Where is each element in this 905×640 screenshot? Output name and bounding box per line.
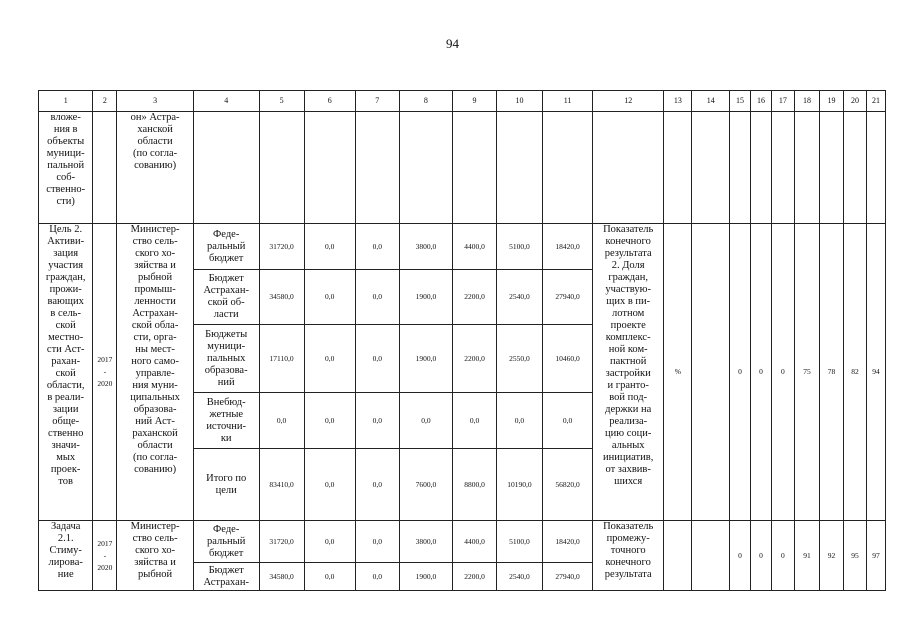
goal-indicator: Показатель конечного результата 2. Доля граждан, участвую- щих в пи- лотном проекте комплекс- ной ком- пактной застройки и гранто- вой под- держки на реализа- цию соци- альных инициатив, от захвив- шихся: [593, 224, 664, 521]
empty-cell: [664, 112, 692, 224]
funding-source: Феде- ральный бюджет: [193, 521, 259, 563]
carry-over-executor-text: он» Астра- ханской области (по согла- сованию): [117, 112, 193, 224]
funding-value: 0,0: [355, 325, 399, 393]
funding-value: 2200,0: [453, 325, 497, 393]
funding-value: 34580,0: [259, 563, 304, 591]
funding-value: 0,0: [304, 224, 355, 270]
funding-value: 10190,0: [496, 449, 542, 521]
task-period: 2017 - 2020: [93, 521, 117, 591]
funding-value: 5100,0: [496, 521, 542, 563]
funding-value: 2540,0: [496, 270, 542, 325]
funding-value: 0,0: [355, 449, 399, 521]
funding-value: 4400,0: [453, 521, 497, 563]
funding-value: 0,0: [304, 393, 355, 449]
funding-value: 17110,0: [259, 325, 304, 393]
empty-cell: [730, 112, 751, 224]
indicator-value: 75: [794, 224, 819, 521]
empty-cell: [794, 112, 819, 224]
indicator-value: 0: [730, 521, 751, 591]
column-number-1: 1: [39, 91, 93, 112]
empty-cell: [542, 112, 592, 224]
funding-value: 0,0: [304, 325, 355, 393]
funding-source: Бюджет Астрахан- ской об- ласти: [193, 270, 259, 325]
funding-value: 27940,0: [542, 563, 592, 591]
funding-value: 2200,0: [453, 563, 497, 591]
funding-value: 1900,0: [399, 563, 452, 591]
column-number-11: 11: [542, 91, 592, 112]
funding-value: 0,0: [355, 521, 399, 563]
funding-value: 0,0: [355, 224, 399, 270]
task-executor: Министер- ство сель- ского хо- зяйства и рыбной: [117, 521, 193, 591]
funding-source: Феде- ральный бюджет: [193, 224, 259, 270]
header-row: [39, 91, 886, 112]
funding-source: Бюджеты муници- пальных образова- ний: [193, 325, 259, 393]
indicator-value: 91: [794, 521, 819, 591]
empty-cell: [259, 112, 304, 224]
column-number-8: 8: [399, 91, 452, 112]
goal-row: [39, 224, 886, 270]
column-number-13: 13: [664, 91, 692, 112]
funding-value: 0,0: [304, 563, 355, 591]
indicator-value: 94: [867, 224, 886, 521]
task-name: Задача 2.1. Стиму- лирова- ние: [39, 521, 93, 591]
column-number-20: 20: [844, 91, 867, 112]
column-number-19: 19: [820, 91, 844, 112]
empty-cell: [593, 112, 664, 224]
column-number-7: 7: [355, 91, 399, 112]
column-number-18: 18: [794, 91, 819, 112]
empty-cell: [496, 112, 542, 224]
funding-value: 3800,0: [399, 521, 452, 563]
funding-value: 2200,0: [453, 270, 497, 325]
funding-value: 5100,0: [496, 224, 542, 270]
goal-executor: Министер- ство сель- ского хо- зяйства и рыбной промыш- ленности Астрахан- ской обла- сти, орга- ны мест- ного само- управле- ния муни- ципальных образова- ний Аст- раханской области (по согла- сованию): [117, 224, 193, 521]
carry-over-row: [39, 112, 886, 224]
empty-cell: [93, 112, 117, 224]
funding-source: Бюджет Астрахан-: [193, 563, 259, 591]
funding-value: 83410,0: [259, 449, 304, 521]
indicator-value: 0: [771, 521, 794, 591]
funding-value: 7600,0: [399, 449, 452, 521]
task-row: [39, 521, 886, 563]
funding-value: 10460,0: [542, 325, 592, 393]
goal-period: 2017 - 2020: [93, 224, 117, 521]
page-number: 94: [446, 36, 459, 51]
funding-value: 0,0: [399, 393, 452, 449]
indicator-value: 0: [751, 224, 772, 521]
empty-cell: [304, 112, 355, 224]
funding-value: 0,0: [355, 270, 399, 325]
goal-unit: %: [664, 224, 692, 521]
empty-cell: [820, 112, 844, 224]
task-indicator: Показатель промежу- точного конечного результата: [593, 521, 664, 591]
column-number-21: 21: [867, 91, 886, 112]
indicator-value: 95: [844, 521, 867, 591]
funding-value: 27940,0: [542, 270, 592, 325]
funding-value: 0,0: [355, 393, 399, 449]
funding-value: 0,0: [453, 393, 497, 449]
indicator-value: 0: [751, 521, 772, 591]
column-number-2: 2: [93, 91, 117, 112]
funding-value: 1900,0: [399, 270, 452, 325]
funding-value: 0,0: [259, 393, 304, 449]
funding-value: 4400,0: [453, 224, 497, 270]
funding-value: 0,0: [304, 521, 355, 563]
indicator-value: 0: [730, 224, 751, 521]
funding-value: 2550,0: [496, 325, 542, 393]
empty-cell: [751, 112, 772, 224]
column-number-10: 10: [496, 91, 542, 112]
funding-value: 56820,0: [542, 449, 592, 521]
column-number-15: 15: [730, 91, 751, 112]
column-number-4: 4: [193, 91, 259, 112]
column-number-6: 6: [304, 91, 355, 112]
funding-value: 18420,0: [542, 521, 592, 563]
indicator-value: 0: [771, 224, 794, 521]
indicator-value: [692, 521, 730, 591]
funding-value: 31720,0: [259, 521, 304, 563]
column-number-9: 9: [453, 91, 497, 112]
funding-value: 8800,0: [453, 449, 497, 521]
funding-value: 3800,0: [399, 224, 452, 270]
program-table: [38, 90, 886, 591]
empty-cell: [867, 112, 886, 224]
funding-source: Итого по цели: [193, 449, 259, 521]
funding-value: 1900,0: [399, 325, 452, 393]
funding-value: 18420,0: [542, 224, 592, 270]
column-number-5: 5: [259, 91, 304, 112]
indicator-value: 82: [844, 224, 867, 521]
goal-name: Цель 2. Активи- зация участия граждан, прожи- вающих в сель- ской местно- сти Аст- рахан- ской области, в реали- зации обще- ственно значи- мых проек- тов: [39, 224, 93, 521]
indicator-value: 92: [820, 521, 844, 591]
indicator-value: [692, 224, 730, 521]
empty-cell: [399, 112, 452, 224]
column-number-16: 16: [751, 91, 772, 112]
funding-value: 0,0: [542, 393, 592, 449]
empty-cell: [193, 112, 259, 224]
empty-cell: [692, 112, 730, 224]
funding-source: Внебюд- жетные источни- ки: [193, 393, 259, 449]
indicator-value: 97: [867, 521, 886, 591]
column-number-3: 3: [117, 91, 193, 112]
indicator-value: 78: [820, 224, 844, 521]
carry-over-goal-text: вложе- ния в объекты муници- пальной соб- ственно- сти): [39, 112, 93, 224]
task-unit: [664, 521, 692, 591]
funding-value: 31720,0: [259, 224, 304, 270]
column-number-14: 14: [692, 91, 730, 112]
empty-cell: [453, 112, 497, 224]
funding-value: 0,0: [496, 393, 542, 449]
column-number-12: 12: [593, 91, 664, 112]
empty-cell: [844, 112, 867, 224]
column-number-17: 17: [771, 91, 794, 112]
funding-value: 0,0: [304, 270, 355, 325]
funding-value: 0,0: [355, 563, 399, 591]
funding-value: 0,0: [304, 449, 355, 521]
funding-value: 34580,0: [259, 270, 304, 325]
empty-cell: [355, 112, 399, 224]
funding-value: 2540,0: [496, 563, 542, 591]
empty-cell: [771, 112, 794, 224]
